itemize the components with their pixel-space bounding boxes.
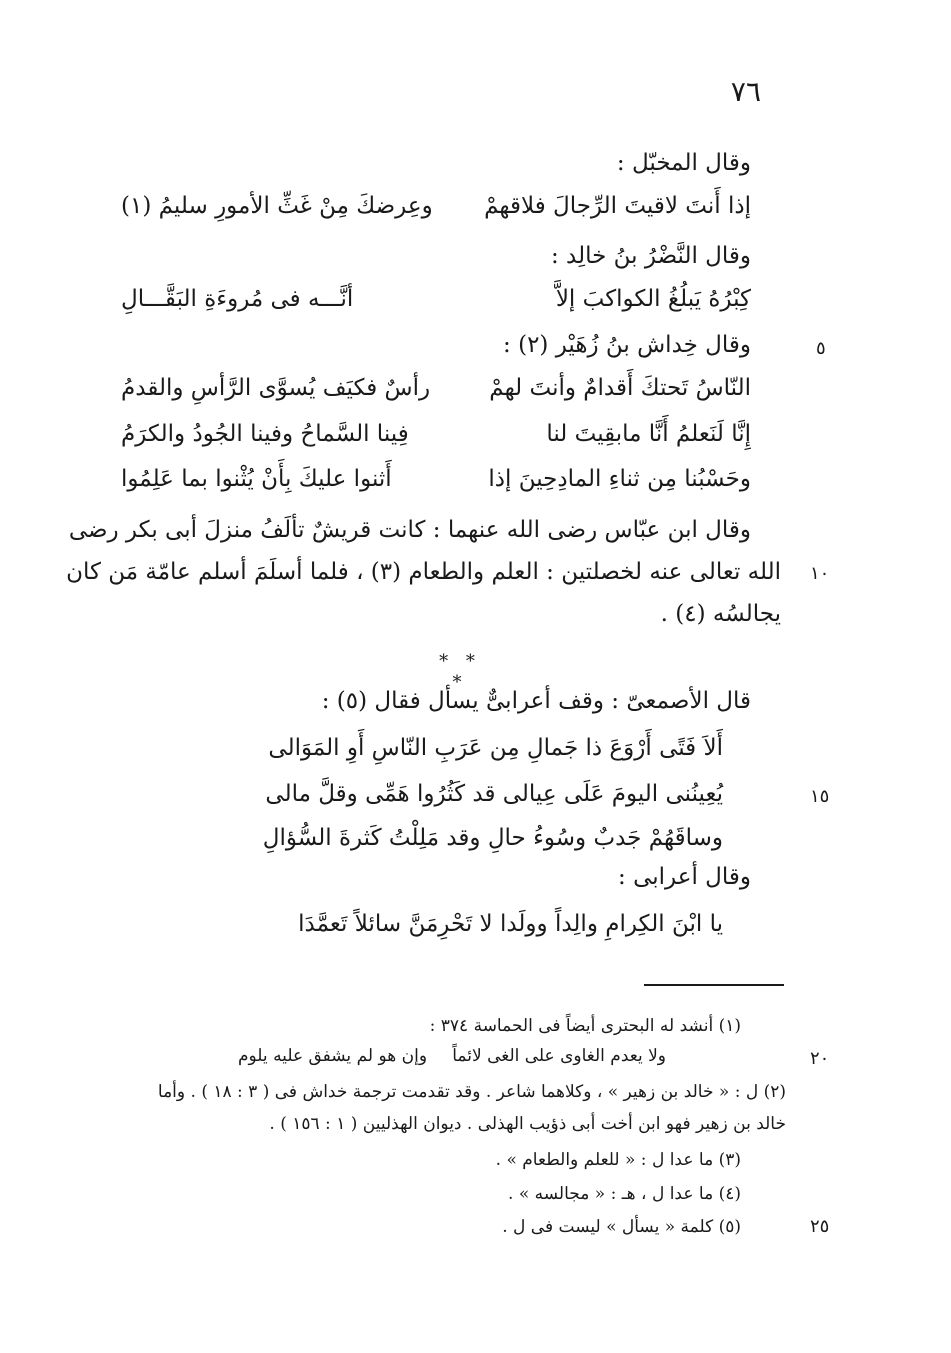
- footnote-2-line-2: خالد بن زهير فهو ابن أخت أبى ذؤيب الهذلى . ديوان الهذليين ( ١ : ١٥٦ ) .: [269, 1114, 786, 1134]
- verse-8: وساقَهُمْ جَدبٌ وسُوءُ حالِ وقد مَلِلْتُ كَثرةَ السُّؤالِ: [262, 825, 723, 851]
- footnote-2-line-1: (٢) ل : « خالد بن زهير » ، وكلاهما شاعر . وقد تقدمت ترجمة خداش فى ( ٣ : ١٨ ) . وأما: [157, 1082, 786, 1102]
- verse-6: أَلاَ فَتًى أَرْوَعَ ذا جَمالِ مِن عَرَبِ النّاسِ أَوِ المَوَالى: [268, 735, 723, 761]
- verse-2-second-hemistich: أنَّـــه فى مُروءَةِ البَقَّـــالِ: [121, 286, 354, 312]
- footnote-1: (١) أنشد له البحترى أيضاً فى الحماسة ٣٧٤ :: [429, 1016, 741, 1036]
- line-number-20: ٢٠: [810, 1048, 830, 1069]
- verse-1-second-hemistich: وعِرضكَ مِنْ غَثِّ الأمورِ سليمُ (١): [121, 193, 433, 219]
- intro-nadr: وقال النَّضْرُ بنُ خالِد :: [550, 243, 751, 269]
- verse-4-second-hemistich: فِينا السَّماحُ وفينا الجُودُ والكرَمُ: [121, 421, 409, 447]
- line-number-15: ١٥: [810, 786, 830, 807]
- verse-5: [121, 463, 751, 495]
- line-number-25: ٢٥: [810, 1216, 830, 1237]
- verse-3-second-hemistich: رأسٌ فكيَف يُسوَّى الرَّأسِ والقدمُ: [121, 375, 431, 401]
- intro-khidash: وقال خِداش بنُ زُهَيْر (٢) :: [503, 332, 751, 358]
- footnote-4: (٤) ما عدا ل ، هـ : « مجالسه » .: [508, 1184, 741, 1204]
- line-number-5: ٥: [816, 338, 826, 359]
- footnote-5: (٥) كلمة « يسأل » ليست فى ل .: [502, 1217, 741, 1237]
- page-number: ٧٦: [730, 75, 761, 108]
- verse-5-second-hemistich: أَثنوا عليكَ بِأَنْ يُثْنوا بما عَلِمُوا: [121, 466, 392, 492]
- footnote-separator: [644, 984, 784, 986]
- verse-1: [121, 190, 751, 222]
- verse-3: [121, 372, 751, 404]
- prose-line-2: الله تعالى عنه لخصلتين : العلم والطعام (٣) ، فلما أسلَمَ أسلم عامّة مَن كان: [66, 559, 781, 585]
- section-divider-asterisks: * * *: [439, 651, 481, 693]
- prose-line-3: يجالسُه (٤) .: [660, 601, 781, 627]
- prose-line-1: وقال ابن عبّاس رضى الله عنهما : كانت قريشٌ تألَفُ منزلَ أبى بكر رضى: [68, 517, 751, 543]
- verse-3-first-hemistich: النّاسُ تَحتكَ أَقدامٌ وأنتَ لهمْ: [489, 375, 751, 401]
- verse-4: [121, 418, 751, 450]
- verse-2-first-hemistich: كِبْرُهُ يَبلُغُ الكواكبَ إلاَّ: [555, 286, 751, 312]
- verse-2: [121, 283, 751, 315]
- footnote-3: (٣) ما عدا ل : « للعلم والطعام » .: [495, 1150, 741, 1170]
- verse-1-first-hemistich: إذا أَنتَ لاقيتَ الرِّجالَ فلاقهمْ: [484, 193, 751, 219]
- intro-asmai: قال الأصمعىّ : وقف أعرابىٌّ يسأل فقال (٥) :: [321, 688, 751, 714]
- intro-mukhabbal: وقال المخبّل :: [616, 150, 751, 176]
- line-number-10: ١٠: [810, 563, 830, 584]
- footnote-1-verse-first-hemistich: ولا يعدم الغاوى على الغى لائماً: [452, 1046, 666, 1066]
- verse-4-first-hemistich: إِنَّا لَنَعلمُ أَنَّا مابقِيتَ لنا: [546, 421, 751, 447]
- verse-9: يا ابْنَ الكِرامِ والِداً وولَدا لا تَحْرِمَنَّ سائلاً تَعمَّدَا: [298, 911, 723, 937]
- intro-arabi: وقال أعرابى :: [618, 864, 751, 890]
- verse-5-first-hemistich: وحَسْبُنا مِن ثناءِ المادِحِينَ إذا: [488, 466, 751, 492]
- footnote-1-verse-second-hemistich: وإن هو لم يشفق عليه يلوم: [238, 1046, 428, 1066]
- verse-7: يُعِينُنى اليومَ عَلَى عِيالى قد كَثُرُوا هَمِّى وقلَّ مالى: [265, 781, 723, 807]
